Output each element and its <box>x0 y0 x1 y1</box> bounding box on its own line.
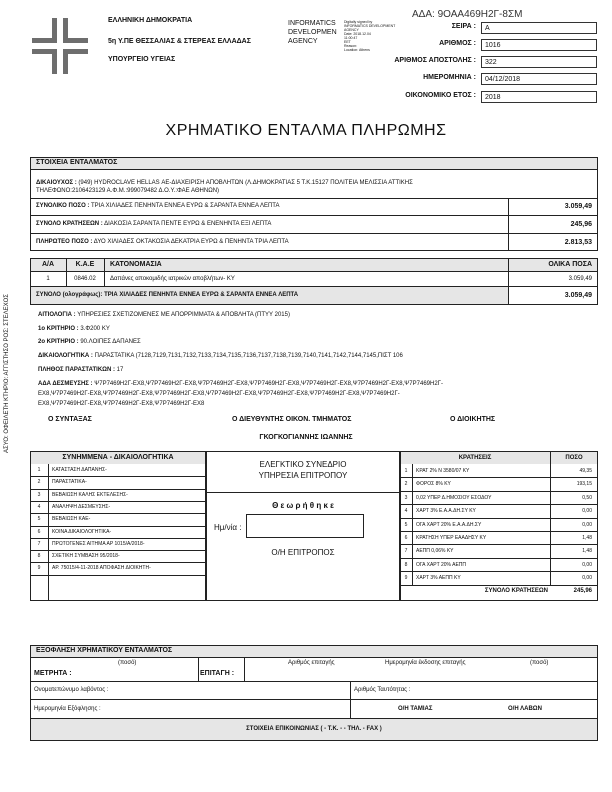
table-row-aa: 1 <box>46 276 50 282</box>
cheque-date-caption: Ημερομηνία έκδοσης επιταγής <box>385 660 466 666</box>
attachment-item: ΚΟΙΝΑ ΔΙΚΑΙΟΛΟΓΗΤΙΚΑ- <box>52 528 112 535</box>
attachment-item: ΠΡΩΤΟΓΕΝΕΣ ΑΙΤΗΜΑ ΑΡ 1015/Α/2018- <box>52 540 145 547</box>
deduction-number: 6 <box>404 535 408 541</box>
deduction-number: 5 <box>404 521 408 528</box>
deduction-number: 3 <box>404 494 408 501</box>
criterion-1-text: 3.Φ200 ΚΥ <box>80 326 110 332</box>
attachment-number: 2 <box>37 479 41 486</box>
deduction-amount: 49,35 <box>579 468 592 474</box>
attachment-number: 5 <box>37 516 41 523</box>
attachments-header: ΣΥΝΗΜΜΕΝΑ - ΔΙΚΑΙΟΛΟΓΗΤΙΚΑ <box>62 454 174 461</box>
commitment-ada-line2: ΕΧ8,Ψ7Ρ7469Η2Γ-ΕΧ8,Ψ7Ρ7469Η2Γ-ΕΧ8,Ψ7Ρ7469Η2Γ-ΕΧ8,Ψ7Ρ7469Η2Γ-ΕΧ8,Ψ7Ρ7469Η2Γ-ΕΧ8,Ψ7Ρ7469Η2Γ-ΕΧ8,Ψ7Ρ7469Η2Γ- <box>38 391 400 397</box>
total-amount-row <box>36 203 280 209</box>
col-name: ΚΑΤΟΝΟΜΑΣΙΑ <box>110 261 162 268</box>
deduction-name: ΧΑΡΤ 3% Ε.Α.Α.ΔΗ.ΣΥ ΚΥ <box>416 508 476 515</box>
supporting-docs-text: ΠΑΡΑΣΤΑΤΙΚΑ (7128,7129,7131,7132,7133,7134,7135,7136,7137,7138,7139,7140,7141,7142,7144,7145,ΠΙΣΤ 106 <box>94 353 403 359</box>
cheque-label: ΕΠΙΤΑΓΗ : <box>200 670 235 677</box>
cheque-number-caption: Αριθμός επιταγής <box>288 660 335 666</box>
stamp-tiny: 11:00:47 <box>344 36 358 40</box>
deductions-row <box>36 221 271 227</box>
stamp-tiny: EET <box>344 40 351 44</box>
attachment-item: ΑΝΑΛΗΨΗ ΔΕΣΜΕΥΣΗΣ- <box>52 503 111 510</box>
deduction-number: 4 <box>404 508 408 515</box>
dispatch-number-field: 322 <box>481 56 597 68</box>
attachment-number: 1 <box>37 467 41 473</box>
deduction-name: ΟΓΑ ΧΑΡΤ 20% ΑΕΠΠ <box>416 561 467 568</box>
attachment-number: 7 <box>37 540 41 547</box>
commitment-ada-line3: ΕΧ8,Ψ7Ρ7469Η2Γ-ΕΧ8,Ψ7Ρ7469Η2Γ-ΕΧ8,Ψ7Ρ7469Η2Γ-ΕΧ8 <box>38 401 205 407</box>
total-amount-words: ΤΡΙΑ ΧΙΛΙΑΔΕΣ ΠΕΝΗΝΤΑ ΕΝΝΕΑ ΕΥΡΩ & ΣΑΡΑΝΤΑ ΕΝΝΕΑ ΛΕΠΤΑ <box>91 203 280 209</box>
deductions-value: 245,96 <box>570 221 592 228</box>
ada-code: ΑΔΑ: 9ΟΑΑ469Η2Γ-8ΣΜ <box>412 9 523 20</box>
attachment-number: 4 <box>37 503 41 510</box>
attachment-number: 8 <box>37 553 41 560</box>
deductions-words: ΔΙΑΚΟΣΙΑ ΣΑΡΑΝΤΑ ΠΕΝΤΕ ΕΥΡΩ & ΕΝΕΝΗΝΤΑ ΕΞΙ ΛΕΠΤΑ <box>104 221 272 227</box>
commitment-ada-line1: Ψ7Ρ7469Η2Γ-ΕΧ8,Ψ7Ρ7469Η2Γ-ΕΧ8,Ψ7Ρ7469Η2Γ-ΕΧ8,Ψ7Ρ7469Η2Γ-ΕΧ8,Ψ7Ρ7469Η2Γ-ΕΧ8,Ψ7Ρ7469Η2Γ-ΕΧ8,Ψ7Ρ7469Η2Γ- <box>94 381 443 387</box>
fiscal-year-field: 2018 <box>481 91 597 103</box>
number-field: 1016 <box>481 39 597 51</box>
recipient-name-label: Ονοματεπώνυμο λαβόντος : <box>34 687 109 693</box>
deduction-number: 1 <box>404 468 408 474</box>
deduction-amount: 1,48 <box>582 548 592 555</box>
payable-row <box>36 239 289 245</box>
deduction-name: ΚΡΑΤ 2% Ν 3580/07 ΚΥ <box>416 468 470 474</box>
cash-label: ΜΕΤΡΗΤΑ : <box>34 670 72 677</box>
audit-commissioner: Ο/Η ΕΠΙΤΡΟΠΟΣ <box>271 548 335 557</box>
criterion-2 <box>38 339 141 345</box>
criterion-2-text: 90.ΛΟΙΠΕΣ ΔΑΠΑΝΕΣ <box>80 339 141 345</box>
table-row-amount: 3.059,49 <box>568 276 592 282</box>
date-label: ΗΜΕΡΟΜΗΝΙΑ : <box>423 74 476 81</box>
stamp-tiny: Reason: <box>344 44 358 48</box>
section-header: ΣΤΟΙΧΕΙΑ ΕΝΤΑΛΜΑΤΟΣ <box>36 159 118 166</box>
attachment-item: ΑΡ. 75015/4-11-2018 ΑΠΟΦΑΣΗ ΔΙΟΙΚΗΤΗ- <box>52 565 151 572</box>
deduction-amount: 0,50 <box>582 494 592 501</box>
attachment-item: ΒΕΒΑΙΩΣΗ ΚΑΛΗΣ ΕΚΤΕΛΕΣΗΣ- <box>52 491 128 498</box>
ministry-cross-logo <box>32 18 88 74</box>
number-label: ΑΡΙΘΜΟΣ : <box>439 40 476 47</box>
items-total-amount: 3.059,49 <box>564 292 592 299</box>
recipient-title: Ο/Η ΛΑΒΩΝ <box>508 706 542 712</box>
attachment-item: ΠΑΡΑΣΤΑΤΙΚΑ- <box>52 479 87 486</box>
invoice-count <box>38 367 123 373</box>
deductions-total-label: ΣΥΝΟΛΟ ΚΡΑΤΗΣΕΩΝ <box>484 588 548 594</box>
beneficiary <box>36 180 413 186</box>
deduction-number: 8 <box>404 561 408 568</box>
deduction-name: ΑΕΠΠ 0,06% ΚΥ <box>416 548 454 555</box>
col-aa: Α/Α <box>41 261 55 268</box>
governor-title: Ο ΔΙΟΙΚΗΤΗΣ <box>450 416 496 423</box>
cash-amount-caption: (ποσό) <box>118 660 137 666</box>
settlement-header: ΕΞΟΦΛΗΣΗ ΧΡΗΜΑΤΙΚΟΥ ΕΝΤΑΛΜΑΤΟΣ <box>36 647 173 654</box>
deduction-name: ΦΟΡΟΣ 8% ΚΥ <box>416 481 451 488</box>
criterion-1-label: 1ο ΚΡΙΤΗΡΙΟ : <box>38 326 79 332</box>
justification <box>38 312 290 318</box>
deductions-label: ΣΥΝΟΛΟ ΚΡΑΤΗΣΕΩΝ : <box>36 221 103 227</box>
side-vertical-text: ΑΣΥΟ: ΟΦΕΙΛΕΤΗ ΚΤΗΡΙΟ: ΑΓΓΙΣΤΗΣΟ ΡΟΣ: ΣΤΕΛΕΧΟΣ <box>4 293 10 453</box>
document-title: ΧΡΗΜΑΤΙΚΟ ΕΝΤΑΛΜΑ ΠΛΗΡΩΜΗΣ <box>165 122 447 139</box>
criterion-2-label: 2ο ΚΡΙΤΗΡΙΟ : <box>38 339 79 345</box>
deduction-number: 9 <box>404 575 408 582</box>
cashier-title: Ο/Η ΤΑΜΙΑΣ <box>398 706 433 712</box>
supporting-docs-label: ΔΙΚΑΙΟΛΟΓΗΤΙΚΑ : <box>38 353 93 359</box>
attachment-number: 3 <box>37 491 41 498</box>
stamp-agency-1: INFORMATICS <box>288 20 336 27</box>
deduction-name: ΚΡΑΤΗΣΗ ΥΠΕΡ ΕΑΑΔΗΣΥ ΚΥ <box>416 535 487 541</box>
justification-label: ΑΙΤΙΟΛΟΓΙΑ : <box>38 312 76 318</box>
audit-seen: Θ ε ω ρ ή θ η κ ε <box>272 501 334 510</box>
payable-label: ΠΛΗΡΩΤΕΟ ΠΟΣΟ : <box>36 239 93 245</box>
attachment-item: ΒΕΒΑΙΩΣΗ ΚΑΕ- <box>52 516 91 523</box>
invoice-count-value: 17 <box>116 367 124 373</box>
commitment-ada <box>38 381 443 387</box>
beneficiary-text: (949) HYDROCLAVE HELLAS ΑΕ-ΔΙΑΧΕΙΡΙΣΗ ΑΠΟΒΛΗΤΩΝ (Λ.ΔΗΜΟΚΡΑΤΙΑΣ 5 Τ.Κ.15127 ΠΟΛΙΤΕΙΑ ΜΕΛΙΣΣΙΑ ΑΤΤΙΚΗΣ <box>78 180 413 186</box>
audit-date-field[interactable] <box>246 514 364 538</box>
deduction-amount: 193,15 <box>576 481 592 488</box>
commitment-ada-label: ΑΔΑ ΔΕΣΜΕΥΣΗΣ : <box>38 381 93 387</box>
items-total-label: ΣΥΝΟΛΟ (ολογράφως): ΤΡΙΑ ΧΙΛΙΑΔΕΣ ΠΕΝΗΝΤΑ ΕΝΝΕΑ ΕΥΡΩ & ΣΑΡΑΝΤΑ ΕΝΝΕΑ ΛΕΠΤΑ <box>36 292 299 298</box>
finance-director-title: Ο ΔΙΕΥΘΥΝΤΗΣ ΟΙΚΟΝ. ΤΜΗΜΑΤΟΣ <box>232 416 352 423</box>
deduction-name: ΟΓΑ ΧΑΡΤ 20% Ε.Α.Α.ΔΗ.ΣΥ <box>416 521 482 528</box>
deduction-number: 2 <box>404 481 408 488</box>
table-row-name: Δαπάνες αποκομιδής ιατρικών αποβλήτων- ΚΥ <box>110 276 235 282</box>
issuer-line2: 5η Υ.ΠΕ ΘΕΣΣΑΛΙΑΣ & ΣΤΕΡΕΑΣ ΕΛΛΑΔΑΣ <box>108 38 251 45</box>
attachment-item: ΣΧΕΤΙΚΗ ΣΥΜΒΑΣΗ 95/2018- <box>52 553 120 560</box>
id-number-label: Αριθμός Ταυτότητας : <box>354 687 411 693</box>
col-kae: Κ.Α.Ε <box>75 261 95 268</box>
justification-text: ΥΠΗΡΕΣΙΕΣ ΣΧΕΤΙΖΟΜΕΝΕΣ ΜΕ ΑΠΟΡΡΙΜΜΑΤΑ & ΑΠΟΒΛΗΤΑ (ΠΤΥΥ 2015) <box>77 312 290 318</box>
beneficiary-label: ΔΙΚΑΙΟΥΧΟΣ : <box>36 180 77 186</box>
deductions-header-name: ΚΡΑΤΗΣΕΙΣ <box>458 455 492 461</box>
issuer-line1: ΕΛΛΗΝΙΚΗ ΔΗΜΟΚΡΑΤΙΑ <box>108 17 193 24</box>
invoice-count-label: ΠΛΗΘΟΣ ΠΑΡΑΣΤΑΤΙΚΩΝ : <box>38 367 115 373</box>
stamp-tiny: Digitally signed by <box>344 20 373 24</box>
deduction-amount: 1,48 <box>582 535 592 541</box>
series-field: Α <box>481 22 597 34</box>
col-amount: ΟΛΙΚΑ ΠΟΣΑ <box>548 261 592 268</box>
stamp-tiny: AGENCY <box>344 28 359 32</box>
audit-date-label: Ημ/νία : <box>214 523 242 532</box>
table-row-kae: 0846.02 <box>74 276 96 282</box>
deductions-header-amount: ΠΟΣΟ <box>565 455 583 461</box>
deduction-name: ΧΑΡΤ 3% ΑΕΠΠ ΚΥ <box>416 575 461 582</box>
deduction-amount: 0,00 <box>582 561 592 568</box>
composer-title: Ο ΣΥΝΤΑΞΑΣ <box>48 416 92 423</box>
deduction-number: 7 <box>404 548 408 555</box>
attachment-item: ΚΑΤΑΣΤΑΣΗ ΔΑΠΑΝΗΣ- <box>52 467 107 473</box>
audit-line2: ΥΠΗΡΕΣΙΑ ΕΠΙΤΡΟΠΟΥ <box>258 471 348 480</box>
signatory-name: ΓΚΟΓΚΟΓΙΑΝΝΗΣ ΙΩΑΝΝΗΣ <box>259 434 353 441</box>
total-amount-label: ΣΥΝΟΛΙΚΟ ΠΟΣΟ : <box>36 203 90 209</box>
audit-line1: ΕΛΕΓΚΤΙΚΟ ΣΥΝΕΔΡΙΟ <box>259 460 347 469</box>
dispatch-number-label: ΑΡΙΘΜΟΣ ΑΠΟΣΤΟΛΗΣ : <box>394 57 476 64</box>
stamp-agency-2: DEVELOPMEN <box>288 29 337 36</box>
beneficiary-text-2: ΤΗΛΕΦΩΝΟ:2106423129 Α.Φ.Μ.:999079482 Δ.Ο.Υ.:ΦΑΕ ΑΘΗΝΩΝ) <box>36 188 220 194</box>
fiscal-year-label: ΟΙΚΟΝΟΜΙΚΟ ΕΤΟΣ : <box>405 92 476 99</box>
stamp-tiny: INFORMATICS DEVELOPMENT <box>344 24 396 28</box>
payable-words: ΔΥΟ ΧΙΛΙΑΔΕΣ ΟΚΤΑΚΟΣΙΑ ΔΕΚΑΤΡΙΑ ΕΥΡΩ & ΠΕΝΗΝΤΑ ΤΡΙΑ ΛΕΠΤΑ <box>93 239 289 245</box>
stamp-tiny: Date: 2018.12.04 <box>344 32 371 36</box>
cheque-amount-caption: (ποσό) <box>530 660 549 666</box>
date-field: 04/12/2018 <box>481 73 597 85</box>
attachment-number: 6 <box>37 528 41 535</box>
deduction-amount: 0,00 <box>582 508 592 515</box>
stamp-agency-3: AGENCY <box>288 38 318 45</box>
deductions-total-amount: 245,96 <box>573 588 592 594</box>
criterion-1 <box>38 326 110 332</box>
total-amount-value: 3.059,49 <box>564 203 592 210</box>
stamp-tiny: Location: Athens <box>344 48 370 52</box>
contact-info: ΣΤΟΙΧΕΙΑ ΕΠΙΚΟΙΝΩΝΙΑΣ ( - Τ.Κ. - - ΤΗΛ. - FAX ) <box>246 726 382 732</box>
attachment-number: 9 <box>37 565 41 572</box>
deduction-amount: 0,00 <box>582 575 592 582</box>
settlement-date-label: Ημερομηνία Εξόφλησης : <box>34 706 101 712</box>
payable-value: 2.813,53 <box>564 239 592 246</box>
deduction-amount: 0,00 <box>582 521 592 528</box>
issuer-line3: ΥΠΟΥΡΓΕΙΟ ΥΓΕΙΑΣ <box>108 56 176 63</box>
series-label: ΣΕΙΡΑ : <box>451 23 476 30</box>
deduction-name: 0,02 ΥΠΕΡ Δ.ΗΜΟΣΙΟΥ ΕΣΟΔΟΥ <box>416 494 492 501</box>
supporting-docs <box>38 353 403 359</box>
